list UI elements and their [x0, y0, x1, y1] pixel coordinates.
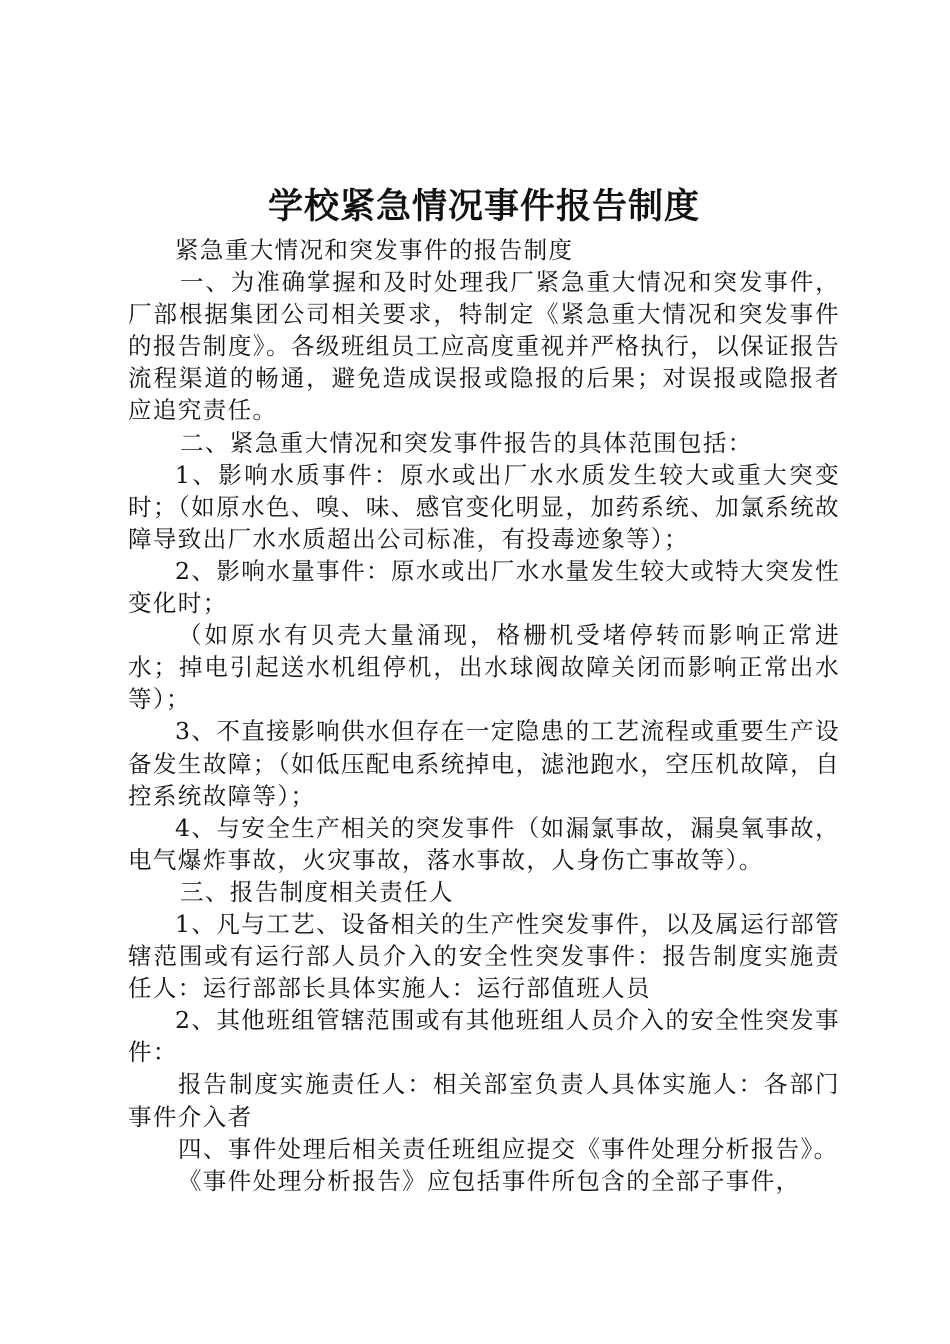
paragraph-item-water-quality: 1、影响水质事件：原水或出厂水水质发生较大或重大突变时；（如原水色、嗅、味、感官变化明显，加药系统、加氯系统故障导致出厂水水质超出公司标准，有投毒迹象等）；	[128, 460, 840, 553]
document-title: 学校紧急情况事件报告制度	[267, 187, 700, 227]
document-page	[128, 182, 840, 1197]
paragraph-responsible-other-teams: 2、其他班组管辖范围或有其他班组人员介入的安全性突发事件：	[128, 1006, 840, 1067]
paragraph-section-1: 一、为准确掌握和及时处理我厂紧急重大情况和突发事件，厂部根据集团公司相关要求，特制定《紧急重大情况和突发事件的报告制度》。各级班组员工应高度重视并严格执行，以保证报告流程渠道的畅通，避免造成误报或隐报的后果；对误报或隐报者应追究责任。	[128, 268, 840, 425]
paragraph-section-3: 三、报告制度相关责任人	[180, 877, 454, 906]
paragraph-section-4: 四、事件处理后相关责任班组应提交《事件处理分析报告》。	[178, 1134, 839, 1163]
paragraph-section-2: 二、紧急重大情况和突发事件报告的具体范围包括：	[180, 428, 753, 457]
paragraph-responsible-departments: 报告制度实施责任人：相关部室负责人具体实施人：各部门事件介入者	[128, 1070, 840, 1131]
paragraph-item-safety-incident: 4、与安全生产相关的突发事件（如漏氯事故，漏臭氧事故，电气爆炸事故，火灾事故，落水事故，人身伤亡事故等）。	[128, 813, 840, 874]
paragraph-item-water-volume: 2、影响水量事件：原水或出厂水水量发生较大或特大突发性变化时；	[128, 556, 840, 618]
paragraph-report-contents: 《事件处理分析报告》应包括事件所包含的全部子事件，	[178, 1166, 801, 1195]
paragraph-subtitle: 紧急重大情况和突发事件的报告制度	[175, 236, 574, 264]
paragraph-responsible-operations: 1、凡与工艺、设备相关的生产性突发事件，以及属运行部管辖范围或有运行部人员介入的安全性突发事件：报告制度实施责任人：运行部部长具体实施人：运行部值班人员	[128, 909, 840, 1003]
paragraph-water-volume-examples: （如原水有贝壳大量涌现，格栅机受堵停转而影响正常进水；掉电引起送水机组停机，出水球阀故障关闭而影响正常出水等）；	[128, 621, 840, 714]
paragraph-item-equipment-failure: 3、不直接影响供水但存在一定隐患的工艺流程或重要生产设备发生故障；（如低压配电系统掉电，滤池跑水，空压机故障，自控系统故障等）；	[128, 717, 840, 810]
